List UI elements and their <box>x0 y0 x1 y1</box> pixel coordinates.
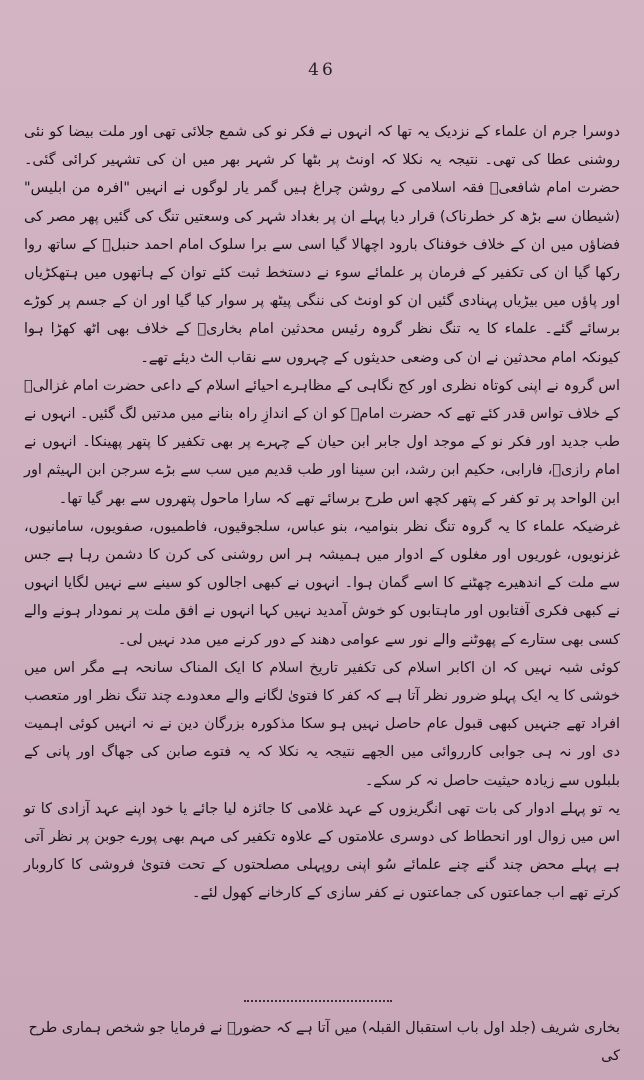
footnote-divider <box>244 1000 392 1002</box>
footnote: بخاری شریف (جلد اول باب استقبال القبلہ) میں آتا ہے کہ حضورؐ نے فرمایا جو شخص ہماری طرح کی <box>28 1020 620 1064</box>
paragraph-1: دوسرا جرم ان علماء کے نزدیک یہ تھا کہ انہوں نے فکر نو کی شمع جلائی تھی اور ملت بیضا کو نئی روشنی عطا کی تھی۔ نتیجہ یہ نکلا کہ اونٹ پر بٹھا کر شہر بھر میں ان کی تشہیر کرائی گئی۔ حضرت امام شافعیؒ فقہ اسلامی کے روشن چراغ ہیں گمر یار لوگوں نے انہیں "افرہ من ابلیس" (شیطان سے بڑھ کر خطرناک) قرار دیا پہلے ان پر بغداد شہر کی وسعتیں تنگ کی گئیں پھر مصر کی فضاؤں میں ان کے خلاف خوفناک بارود اچھالا گیا اسی سے برا سلوک امام احمد حنبلؒ کے ساتھ روا رکھا گیا ان کی تکفیر کے فرمان پر علمائے سوء نے دستخط ثبت کئے توان کے ہاتھوں میں ہتھکڑیاں اور پاؤں میں بیڑیاں پہنادی گئیں ان کو اونٹ کی ننگی پیٹھ پر سوار کیا گیا اور ان کے جسم پر کوڑے برسائے گئے۔ علماء کا یہ تنگ نظر گروہ رئیس محدثین امام بخاریؒ کے خلاف بھی اٹھ کھڑا ہوا کیونکہ امام محدثین نے ان کی وضعی حدیثوں کے چہروں سے نقاب الٹ دیئے تھے۔ <box>24 124 620 366</box>
page-number: 46 <box>308 60 336 80</box>
paragraph-5: یہ تو پہلے ادوار کی بات تھی انگریزوں کے عہد غلامی کا جائزہ لیا جائے یا خود اپنے عہد آزادی کا تو اس میں زوال اور انحطاط کی دوسری علامتوں کے علاوہ تکفیر کی مہم بھی پورے جوبن پر نظر آتی ہے پہلے محض چند گنے چنے علمائے سُو اپنی روپہلی مصلحتوں کے تحت فتویٰ فروشی کا کاروبار کرتے تھے اب جماعتوں کی جماعتوں نے کفر سازی کے کارخانے کھول لئے۔ <box>24 800 620 902</box>
paragraph-2: اس گروہ نے اپنی کوتاہ نظری اور کج نگاہی کے مظاہرے احیائے اسلام کے داعی حضرت امام غزالیؒ کے خلاف تواس قدر کئے تھے کہ حضرت امامؒ کو ان کے اندازِ راہ بنانے میں مدتیں لگ گئیں۔ انہوں نے طب جدید اور فکر نو کے موجد اول جابر ابن حیان کے چہرے پر بھی تکفیر کا پتھر پھینکا۔ انہوں نے امام رازیؒ، فارابی، حکیم ابن رشد، ابن سینا اور طب قدیم میں سب سے بڑے سرجن ابن الہیثم اور ابن الواحد پر تو کفر کے پتھر کچھ اس طرح برسائے تھے کہ سارا ماحول پتھروں سے بھر گیا تھا۔ <box>24 377 620 507</box>
paragraph-4: کوئی شبہ نہیں کہ ان اکابر اسلام کی تکفیر تاریخ اسلام کا ایک المناک سانحہ ہے مگر اس میں خوشی کا یہ ایک پہلو ضرور نظر آتا ہے کہ کفر کا فتویٰ لگانے والے معدودے چند تنگ نظر اور متعصب افراد تھے جنہیں کبھی قبول عام حاصل نہیں ہو سکا مذکورہ بزرگان دین نے نہ انہیں کوئی اہمیت دی اور نہ ہی جوابی کارروائی میں الجھے نتیجہ یہ نکلا کہ یہ فتوے صابن کی جھاگ اور پانی کے بلبلوں سے زیادہ حیثیت حاصل نہ کر سکے۔ <box>24 659 620 789</box>
paragraph-3: غرضیکہ علماء کا یہ گروہ تنگ نظر بنوامیہ، بنو عباس، سلجوقیوں، فاطمیوں، صفویوں، سامانیوں، غزنویوں، غوریوں اور مغلوں کے ادوار میں ہمیشہ ہر اس روشنی کی کرن کا دشمن رہا ہے جس سے ملت کے اندھیرے چھٹنے کا اسے گمان ہوا۔ انہوں نے کبھی اجالوں کو سینے سے نہیں لگایا انہوں نے کبھی فکری آفتابوں اور ماہتابوں کو خوش آمدید نہیں کہا انہوں نے افق ملت پر نمودار ہونے والے کسی بھی ستارے کے پھوٹنے والے نور سے عوامی دھند کے دور کرنے میں مدد نہیں لی۔ <box>24 518 620 648</box>
body-text <box>24 118 620 908</box>
